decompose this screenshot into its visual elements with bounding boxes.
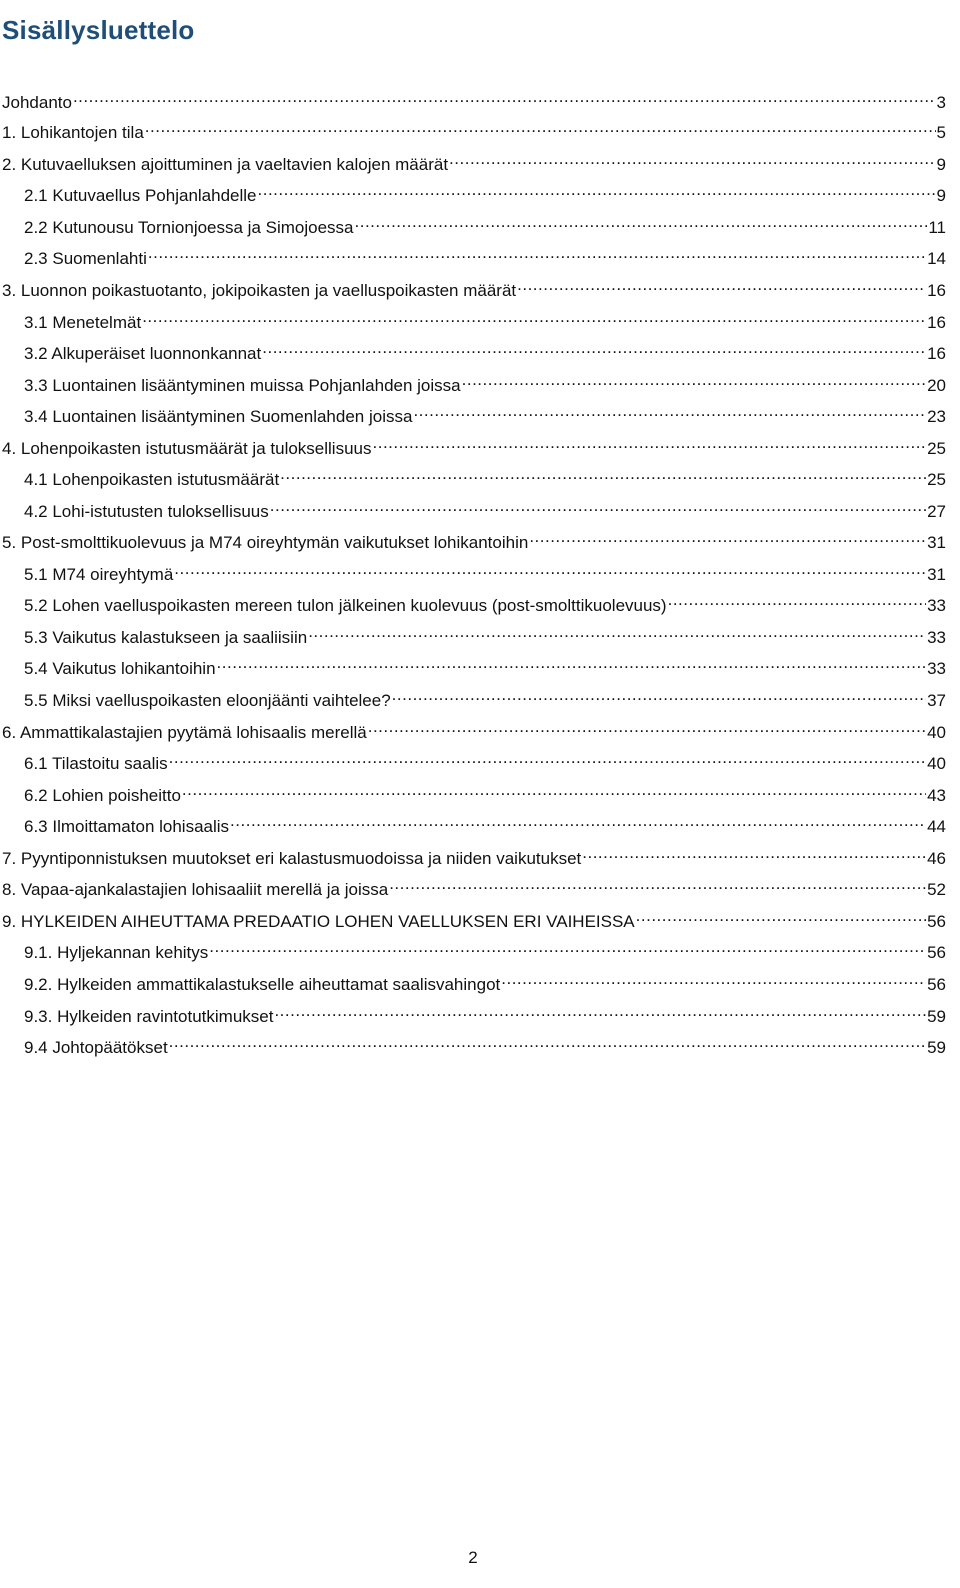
toc-entry[interactable] [24, 1031, 946, 1059]
toc-dot-leader [413, 400, 926, 422]
toc-dot-leader [517, 274, 926, 296]
toc-entry-page: 20 [927, 376, 946, 395]
toc-entry[interactable] [24, 337, 946, 365]
toc-entry[interactable] [24, 684, 946, 712]
toc-dot-leader [258, 179, 936, 201]
toc-entry-page: 33 [927, 596, 946, 615]
toc-entry-label: 5. Post-smolttikuolevuus ja M74 oireyhtymän vaikutukset lohikantoihin [2, 533, 529, 552]
toc-entry-page: 33 [927, 628, 946, 647]
toc-entry[interactable] [2, 432, 946, 460]
toc-entry[interactable] [24, 369, 946, 397]
toc-entry-label: 6. Ammattikalastajien pyytämä lohisaalis merellä [2, 723, 367, 742]
toc-dot-leader [169, 1031, 926, 1053]
toc-entry-label: 3.2 Alkuperäiset luonnonkannat [24, 344, 262, 363]
toc-entry-page: 56 [927, 975, 946, 994]
toc-entry-label: 5.4 Vaikutus lohikantoihin [24, 659, 216, 678]
toc-entry-label: Johdanto [2, 93, 72, 112]
toc-entry[interactable] [24, 936, 946, 964]
toc-entry-page: 59 [927, 1038, 946, 1057]
toc-entry-label: 9.3. Hylkeiden ravintotutkimukset [24, 1007, 274, 1026]
toc-dot-leader [230, 810, 926, 832]
toc-entry[interactable] [24, 400, 946, 428]
toc-dot-leader [209, 936, 926, 958]
toc-entry-label: 6.3 Ilmoittamaton lohisaalis [24, 817, 230, 836]
toc-dot-leader [182, 779, 926, 801]
toc-entry-page: 11 [928, 218, 946, 237]
toc-entry[interactable] [2, 716, 946, 744]
toc-entry[interactable] [24, 810, 946, 838]
toc-entry[interactable] [24, 621, 946, 649]
toc-dot-leader [668, 589, 926, 611]
toc-entry-label: 2.3 Suomenlahti [24, 249, 147, 268]
toc-entry[interactable] [2, 526, 946, 554]
toc-entry-label: 6.1 Tilastoitu saalis [24, 754, 168, 773]
toc-entry-page: 46 [927, 849, 946, 868]
toc-entry-page: 56 [927, 943, 946, 962]
toc-entry[interactable] [24, 211, 946, 239]
toc-entry-label: 4. Lohenpoikasten istutusmäärät ja tuloksellisuus [2, 439, 372, 458]
toc-entry[interactable] [24, 242, 946, 270]
toc-dot-leader [368, 716, 926, 738]
toc-entry-label: 7. Pyyntiponnistuksen muutokset eri kalastusmuodoissa ja niiden vaikutukset [2, 849, 582, 868]
toc-dot-leader [462, 369, 926, 391]
toc-dot-leader [174, 558, 926, 580]
toc-entry-label: 5.1 M74 oireyhtymä [24, 565, 174, 584]
toc-entry-page: 14 [927, 249, 946, 268]
toc-entry-label: 2. Kutuvaelluksen ajoittuminen ja vaeltavien kalojen määrät [2, 155, 449, 174]
toc-entry-page: 3 [936, 93, 946, 112]
toc-entry-label: 3.4 Luontainen lisääntyminen Suomenlahden joissa [24, 407, 413, 426]
toc-entry-label: 8. Vapaa-ajankalastajien lohisaaliit merellä ja joissa [2, 880, 389, 899]
toc-entry-page: 5 [936, 123, 946, 142]
toc-entry-page: 56 [927, 912, 946, 931]
toc-entry[interactable] [24, 747, 946, 775]
toc-dot-leader [145, 116, 936, 138]
toc-dot-leader [148, 242, 926, 264]
toc-entry[interactable] [24, 179, 946, 207]
toc-dot-leader [169, 747, 926, 769]
toc-entry[interactable] [24, 968, 946, 996]
toc-entry-page: 16 [927, 344, 946, 363]
toc-entry-page: 16 [927, 281, 946, 300]
toc-entry[interactable] [24, 1000, 946, 1028]
toc-entry-page: 25 [927, 439, 946, 458]
toc-dot-leader [270, 495, 926, 517]
toc-entry[interactable] [2, 148, 946, 176]
toc-entry-label: 3.1 Menetelmät [24, 313, 142, 332]
toc-dot-leader [449, 148, 935, 170]
toc-entry-page: 16 [927, 313, 946, 332]
toc-entry-label: 1. Lohikantojen tila [2, 123, 144, 142]
toc-dot-leader [582, 842, 926, 864]
toc-entry-label: 3. Luonnon poikastuotanto, jokipoikasten ja vaelluspoikasten määrät [2, 281, 517, 300]
toc-entry-page: 27 [927, 502, 946, 521]
toc-entry-page: 37 [927, 691, 946, 710]
toc-dot-leader [280, 463, 926, 485]
toc-entry-label: 6.2 Lohien poisheitto [24, 786, 181, 805]
toc-entry-page: 33 [927, 659, 946, 678]
toc-entry-page: 44 [927, 817, 946, 836]
toc-entry-page: 52 [927, 880, 946, 899]
toc-entry-label: 5.3 Vaikutus kalastukseen ja saaliisiin [24, 628, 308, 647]
toc-entry-page: 9 [936, 186, 946, 205]
toc-entry-page: 31 [927, 565, 946, 584]
toc-entry-label: 3.3 Luontainen lisääntyminen muissa Pohjanlahden joissa [24, 376, 461, 395]
toc-entry[interactable] [2, 873, 946, 901]
toc-entry-page: 23 [927, 407, 946, 426]
toc-entry[interactable] [24, 558, 946, 586]
toc-dot-leader [636, 905, 926, 927]
toc-entry-page: 59 [927, 1007, 946, 1026]
toc-entry-label: 5.2 Lohen vaelluspoikasten mereen tulon jälkeinen kuolevuus (post-smolttikuolevuus) [24, 596, 667, 615]
toc-dot-leader [355, 211, 928, 233]
toc-entry[interactable] [2, 86, 946, 114]
toc-dot-leader [142, 306, 926, 328]
toc-entry[interactable] [24, 779, 946, 807]
toc-entry[interactable] [2, 116, 946, 144]
toc-entry[interactable] [24, 652, 946, 680]
toc-dot-leader [501, 968, 926, 990]
toc-entry-page: 25 [927, 470, 946, 489]
toc-entry[interactable] [24, 589, 946, 617]
toc-entry-label: 2.2 Kutunousu Tornionjoessa ja Simojoessa [24, 218, 354, 237]
toc-entry-label: 9.2. Hylkeiden ammattikalastukselle aiheuttamat saalisvahingot [24, 975, 501, 994]
toc-dot-leader [529, 526, 926, 548]
toc-dot-leader [392, 684, 926, 706]
toc-entry-page: 9 [936, 155, 946, 174]
toc-entry-label: 9.1. Hyljekannan kehitys [24, 943, 209, 962]
toc-entry[interactable] [2, 905, 946, 933]
toc-dot-leader [373, 432, 927, 454]
toc-entry[interactable] [24, 306, 946, 334]
page-title: Sisällysluettelo [2, 15, 195, 46]
page-number: 2 [468, 1548, 478, 1567]
toc-entry-label: 9.4 Johtopäätökset [24, 1038, 168, 1057]
toc-dot-leader [308, 621, 926, 643]
toc-entry-label: 2.1 Kutuvaellus Pohjanlahdelle [24, 186, 257, 205]
toc-dot-leader [217, 652, 927, 674]
toc-entry-page: 40 [927, 754, 946, 773]
toc-entry[interactable] [2, 842, 946, 870]
toc-entry[interactable] [24, 463, 946, 491]
toc-dot-leader [73, 86, 936, 108]
toc-dot-leader [274, 1000, 926, 1022]
toc-entry-label: 4.2 Lohi-istutusten tuloksellisuus [24, 502, 269, 521]
toc-entry-label: 5.5 Miksi vaelluspoikasten eloonjäänti vaihtelee? [24, 691, 391, 710]
toc-entry-page: 40 [927, 723, 946, 742]
toc-dot-leader [389, 873, 926, 895]
toc-dot-leader [262, 337, 926, 359]
toc-entry-label: 4.1 Lohenpoikasten istutusmäärät [24, 470, 280, 489]
toc-entry-page: 31 [927, 533, 946, 552]
toc-entry[interactable] [2, 274, 946, 302]
toc-entry-label: 9. HYLKEIDEN AIHEUTTAMA PREDAATIO LOHEN VAELLUKSEN ERI VAIHEISSA [2, 912, 635, 931]
toc-entry[interactable] [24, 495, 946, 523]
toc-entry-page: 43 [927, 786, 946, 805]
